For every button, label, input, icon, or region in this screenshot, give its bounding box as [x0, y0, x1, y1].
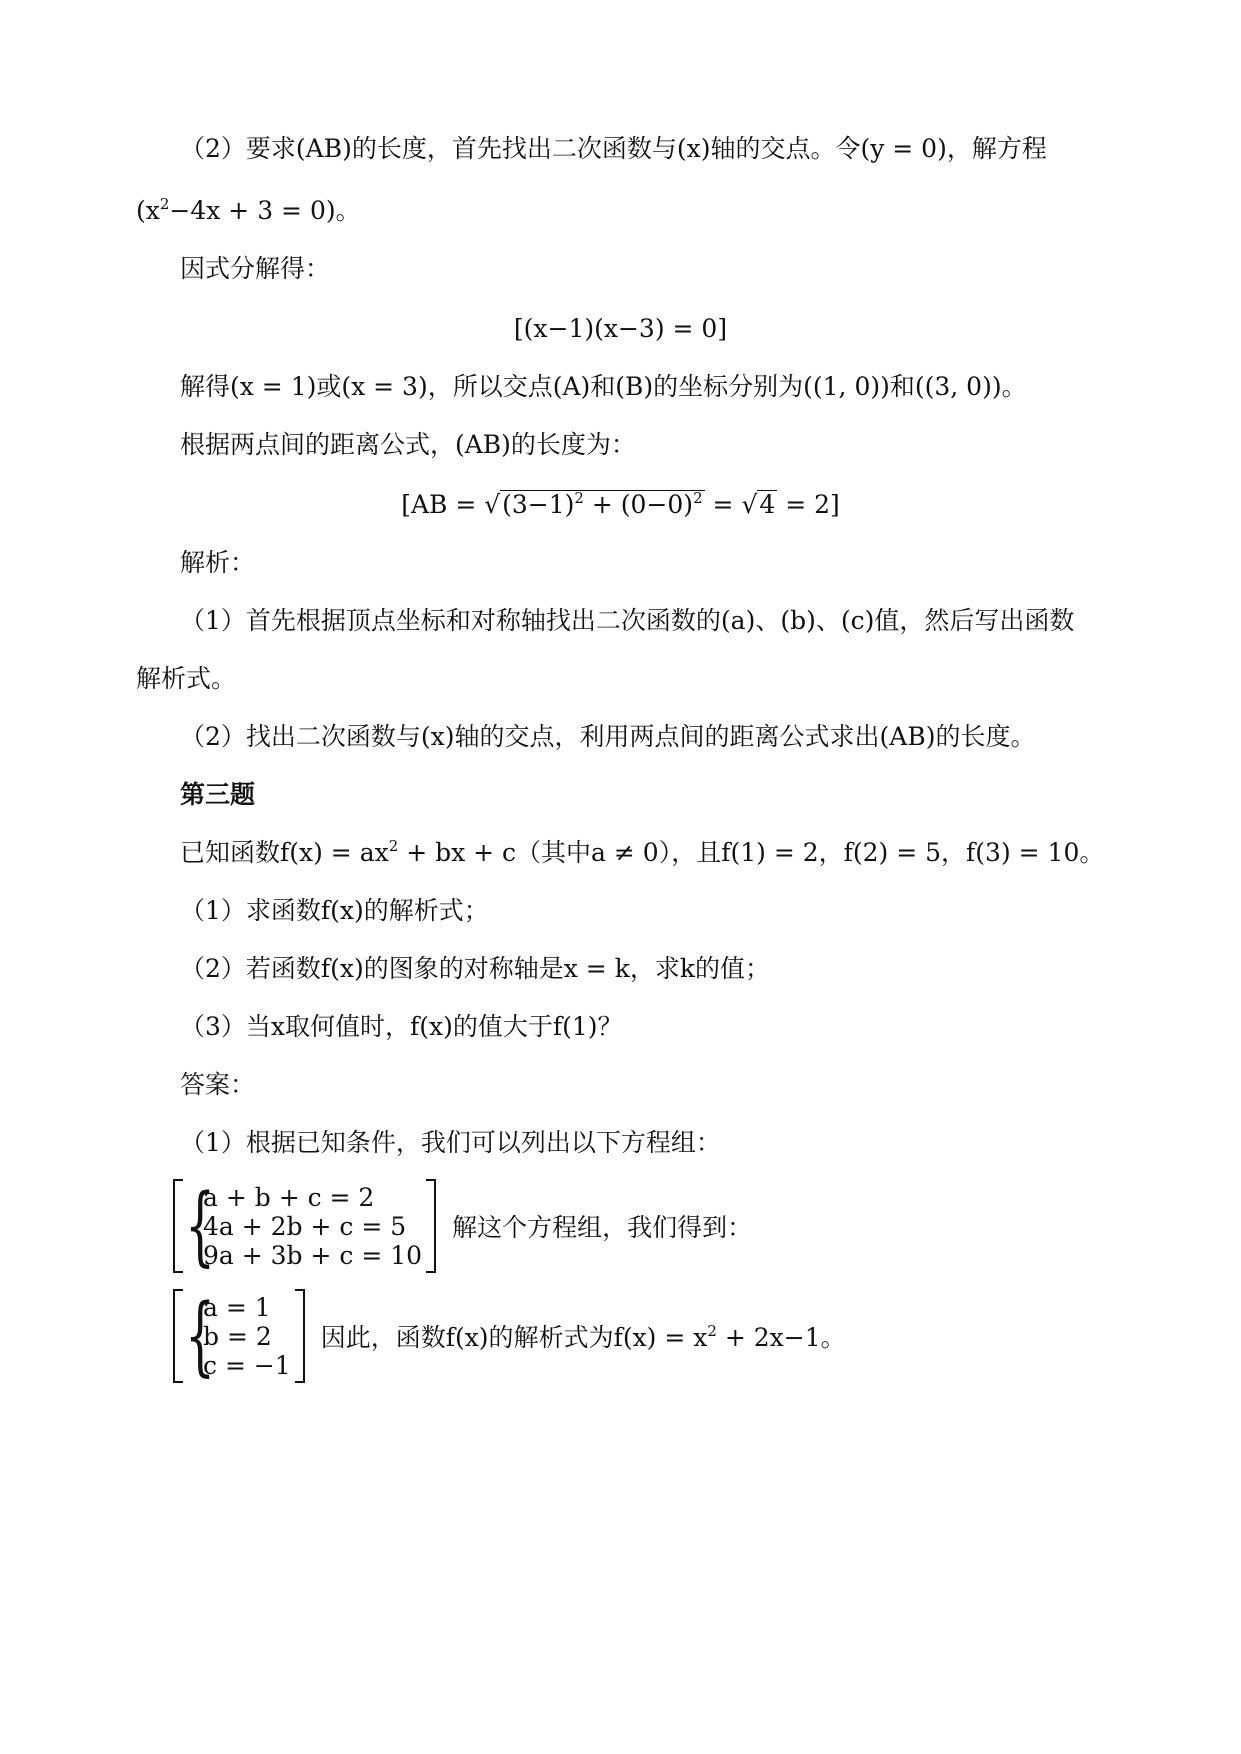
system-row: a + b + c = 2 — [203, 1182, 375, 1212]
left-bracket — [173, 1289, 183, 1383]
right-bracket — [295, 1289, 305, 1383]
question-3: （3）当x取何值时，f(x)的值大于f(1)？ — [180, 1012, 623, 1041]
equation-system-1 — [173, 1178, 752, 1274]
answer-label: 答案： — [180, 1070, 256, 1099]
left-brace: { — [185, 1176, 216, 1276]
left-brace: { — [185, 1286, 216, 1386]
paragraph-equation-line: $(x^2-4x + 3 = 0)$。 — [136, 195, 361, 225]
system-rows — [203, 1293, 295, 1380]
system-row: a = 1 — [203, 1292, 271, 1322]
left-bracket — [173, 1179, 183, 1273]
paragraph-analysis-1-cont: 解析式。 — [136, 664, 237, 693]
paragraph-distance-formula: 根据两点间的距离公式，(AB)的长度为： — [180, 430, 636, 459]
system-row: 9a + 3b + c = 10 — [203, 1240, 423, 1270]
paragraph-analysis-1: （1）首先根据顶点坐标和对称轴找出二次函数的(a)、(b)、(c)值，然后写出函数 — [180, 606, 1075, 635]
question-2: （2）若函数f(x)的图象的对称轴是x = k，求k的值； — [180, 954, 771, 983]
system-rows — [203, 1183, 426, 1270]
system-followup-text: 因此，函数f(x)的解析式为$f(x) = x^2 + 2x-1$。 — [320, 1322, 846, 1352]
system-row: b = 2 — [203, 1321, 272, 1351]
right-bracket — [426, 1179, 436, 1273]
equation-system-2 — [173, 1288, 846, 1384]
section-heading: 第三题 — [180, 780, 256, 809]
system-row: 4a + 2b + c = 5 — [203, 1211, 407, 1241]
question-statement: 已知函数$f(x) = ax^2$ + bx + c（其中a ≠ 0），且f(1) = 2，f(2) = 5，f(3) = 10。 — [180, 837, 1105, 867]
system-followup-text: 解这个方程组，我们得到： — [452, 1213, 753, 1242]
paragraph-analysis-2: （2）找出二次函数与(x)轴的交点，利用两点间的距离公式求出(AB)的长度。 — [180, 722, 1036, 751]
equation-factored: [(x−1)(x−3) = 0] — [513, 314, 728, 343]
question-1: （1）求函数f(x)的解析式； — [180, 896, 489, 925]
paragraph-analysis-label: 解析： — [180, 548, 256, 577]
equation-distance: $[AB = √(3-1)^2 + (0-0)^2 = √4 = 2]$ — [401, 489, 840, 519]
paragraph-roots: 解得(x = 1)或(x = 3)，所以交点(A)和(B)的坐标分别为((1, 0))和((3, 0))。 — [180, 372, 1027, 401]
answer-1: （1）根据已知条件，我们可以列出以下方程组： — [180, 1128, 721, 1157]
system-row: c = −1 — [203, 1350, 291, 1380]
paragraph-factor: 因式分解得： — [180, 254, 331, 283]
paragraph-ab-length-intro: （2）要求(AB)的长度，首先找出二次函数与(x)轴的交点。令(y = 0)，解方程 — [180, 134, 1047, 163]
